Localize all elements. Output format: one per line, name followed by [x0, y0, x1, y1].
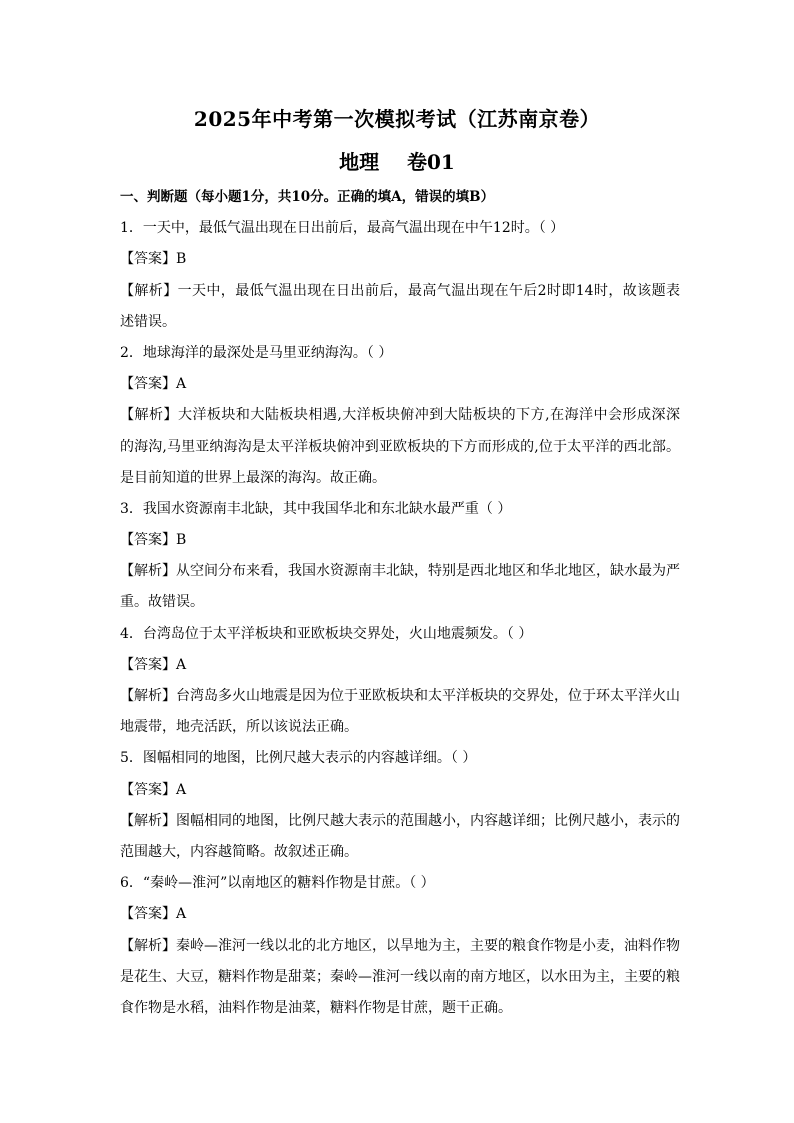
- analysis-3-line-1: 【解析】从空间分布来看，我国水资源南丰北缺，特别是西北地区和华北地区，缺水最为严: [120, 563, 680, 580]
- analysis-6-line-2: 是花生、大豆，糖料作物是甜菜；秦岭—淮河一线以南的南方地区，以水田为主，主要的粮: [120, 968, 680, 985]
- analysis-4-line-2: 地震带，地壳活跃，所以该说法正确。: [120, 719, 358, 736]
- answer-3: 【答案】B: [120, 532, 187, 549]
- exam-content: [120, 182, 680, 1024]
- question-5: 5．图幅相同的地图，比例尺越大表示的内容越详细。（ ）: [120, 750, 477, 767]
- analysis-4-line-1: 【解析】台湾岛多火山地震是因为位于亚欧板块和太平洋板块的交界处，位于环太平洋火山: [120, 688, 680, 704]
- answer-6: 【答案】A: [120, 906, 187, 923]
- question-4: 4．台湾岛位于太平洋板块和亚欧板块交界处，火山地震频发。（ ）: [120, 625, 533, 642]
- section-heading: 一、判断题（每小题1分，共10分。正确的填A，错误的填B）: [120, 189, 495, 205]
- question-1: 1．一天中，最低气温出现在日出前后，最高气温出现在中午12时。（ ）: [120, 220, 565, 237]
- analysis-6-line-3: 食作物是水稻，油料作物是油菜，糖料作物是甘蔗，题干正确。: [120, 999, 512, 1016]
- answer-1: 【答案】B: [120, 251, 187, 268]
- answer-5: 【答案】A: [120, 781, 187, 798]
- analysis-1-line-2: 述错误。: [120, 313, 176, 330]
- answer-2: 【答案】A: [120, 376, 187, 393]
- analysis-5-line-2: 范围越大，内容越简略。故叙述正确。: [120, 843, 358, 860]
- analysis-1-line-1: 【解析】一天中，最低气温出现在日出前后，最高气温出现在午后2时即14时，故该题表: [120, 282, 680, 299]
- analysis-2-line-2: 的海沟,马里亚纳海沟是太平洋板块俯冲到亚欧板块的下方而形成的,位于太平洋的西北部。: [120, 438, 680, 455]
- question-3: 3．我国水资源南丰北缺，其中我国华北和东北缺水最严重（ ）: [120, 500, 512, 517]
- analysis-5-line-1: 【解析】图幅相同的地图，比例尺越大表示的范围越小，内容越详细；比例尺越小，表示的: [120, 812, 680, 829]
- question-6: 6．“秦岭—淮河”以南地区的糖料作物是甘蔗。（ ）: [120, 875, 435, 892]
- exam-subtitle: 地理 卷01: [339, 150, 455, 174]
- exam-title: 2025年中考第一次模拟考试（江苏南京卷）: [193, 107, 601, 131]
- answer-4: 【答案】A: [120, 656, 187, 673]
- analysis-2-line-1: 【解析】大洋板块和大陆板块相遇,大洋板块俯冲到大陆板块的下方,在海洋中会形成深深: [120, 407, 680, 424]
- analysis-6-line-1: 【解析】秦岭—淮河一线以北的北方地区，以旱地为主，主要的粮食作物是小麦，油料作物: [120, 937, 680, 954]
- analysis-3-line-2: 重。故错误。: [120, 594, 204, 611]
- analysis-2-line-3: 是目前知道的世界上最深的海沟。故正确。: [120, 469, 386, 486]
- question-2: 2．地球海洋的最深处是马里亚纳海沟。（ ）: [120, 344, 393, 361]
